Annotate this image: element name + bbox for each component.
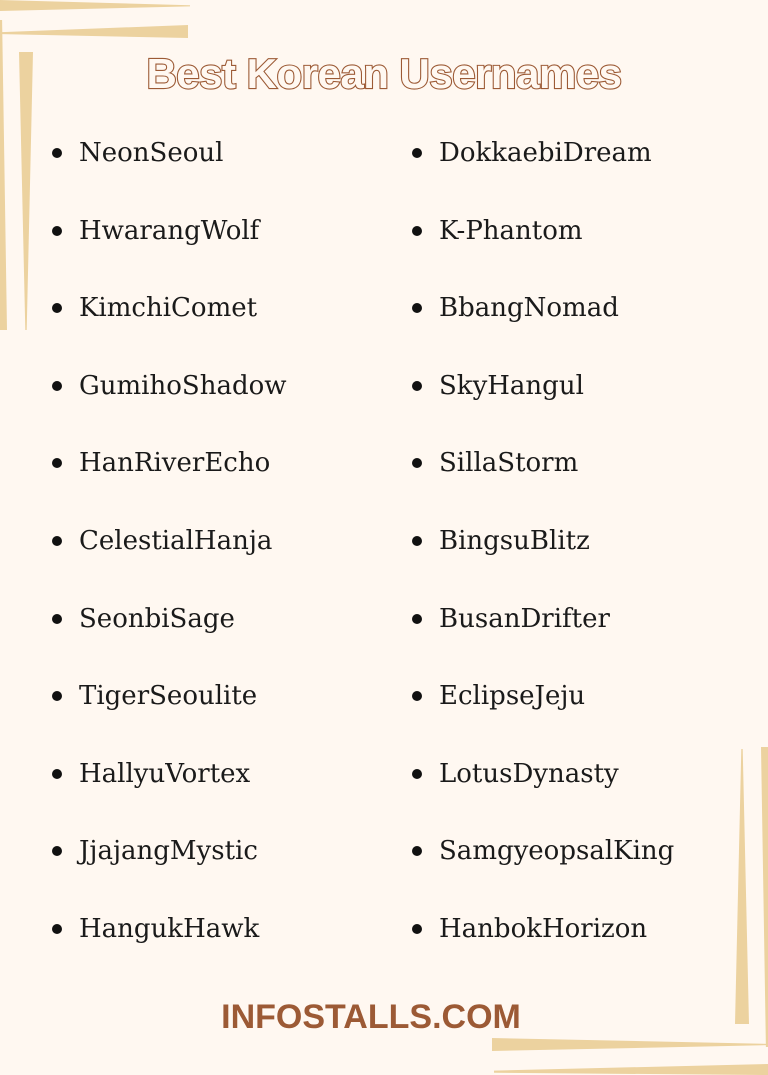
site-watermark: INFOSTALLS.COM (221, 998, 521, 1036)
username: HangukHawk (79, 913, 260, 944)
bullet-icon (412, 226, 422, 236)
list-item (412, 676, 674, 754)
bullet-icon (52, 924, 62, 934)
list-item (52, 366, 287, 444)
list-item (52, 909, 287, 987)
list-item (412, 754, 674, 832)
list-item (412, 211, 674, 289)
bullet-icon (412, 614, 422, 624)
bullet-icon (52, 536, 62, 546)
list-item (412, 521, 674, 599)
username: DokkaebiDream (439, 138, 652, 168)
username: BbangNomad (439, 293, 619, 324)
list-item (52, 831, 287, 909)
bullet-icon (412, 846, 422, 856)
list-item (412, 366, 674, 444)
username: HwarangWolf (79, 215, 260, 246)
username: BingsuBlitz (439, 525, 590, 556)
bullet-icon (52, 381, 62, 391)
username-list-left (52, 133, 287, 987)
list-item (412, 909, 674, 987)
bullet-icon (52, 458, 62, 468)
username: HanRiverEcho (79, 448, 271, 479)
username: SillaStorm (439, 448, 579, 479)
bullet-icon (52, 148, 62, 158)
decorative-stripe (735, 749, 749, 1024)
bullet-icon (412, 303, 422, 313)
bullet-icon (52, 769, 62, 779)
bullet-icon (52, 691, 62, 701)
bullet-icon (412, 769, 422, 779)
bullet-icon (52, 226, 62, 236)
bullet-icon (412, 458, 422, 468)
list-item (412, 133, 674, 211)
bullet-icon (412, 536, 422, 546)
username: GumihoShadow (79, 370, 287, 401)
list-item (52, 288, 287, 366)
list-item (52, 676, 287, 754)
list-item (52, 599, 287, 677)
username: SamgyeopsalKing (439, 836, 675, 867)
username: BusanDrifter (439, 603, 610, 634)
list-item (412, 443, 674, 521)
decorative-stripe (2, 25, 188, 38)
bullet-icon (52, 846, 62, 856)
decorative-stripe (0, 0, 190, 11)
username: SkyHangul (439, 370, 584, 401)
username: SeonbiSage (79, 603, 235, 634)
username: HanbokHorizon (439, 913, 648, 944)
username: KimchiComet (79, 293, 258, 324)
list-item (412, 288, 674, 366)
list-item (52, 211, 287, 289)
username: TigerSeoulite (79, 681, 258, 712)
page-title: Best Korean Usernames (146, 50, 622, 97)
bullet-icon (412, 381, 422, 391)
list-item (52, 443, 287, 521)
bullet-icon (412, 924, 422, 934)
list-item (52, 133, 287, 211)
username: LotusDynasty (439, 758, 619, 789)
decorative-stripe (492, 1038, 768, 1051)
username: CelestialHanja (79, 525, 273, 556)
username: JjajangMystic (79, 836, 258, 867)
list-item (52, 754, 287, 832)
username: EclipseJeju (439, 681, 586, 712)
bullet-icon (52, 614, 62, 624)
bullet-icon (52, 303, 62, 313)
list-item (412, 599, 674, 677)
decorative-stripe (761, 747, 768, 1047)
username-list-right (412, 133, 674, 987)
username: K-Phantom (439, 215, 583, 246)
list-item (412, 831, 674, 909)
username: HallyuVortex (79, 758, 251, 789)
bullet-icon (412, 691, 422, 701)
username: NeonSeoul (79, 138, 224, 168)
bullet-icon (412, 148, 422, 158)
list-item (52, 521, 287, 599)
decorative-stripe (494, 1064, 768, 1075)
